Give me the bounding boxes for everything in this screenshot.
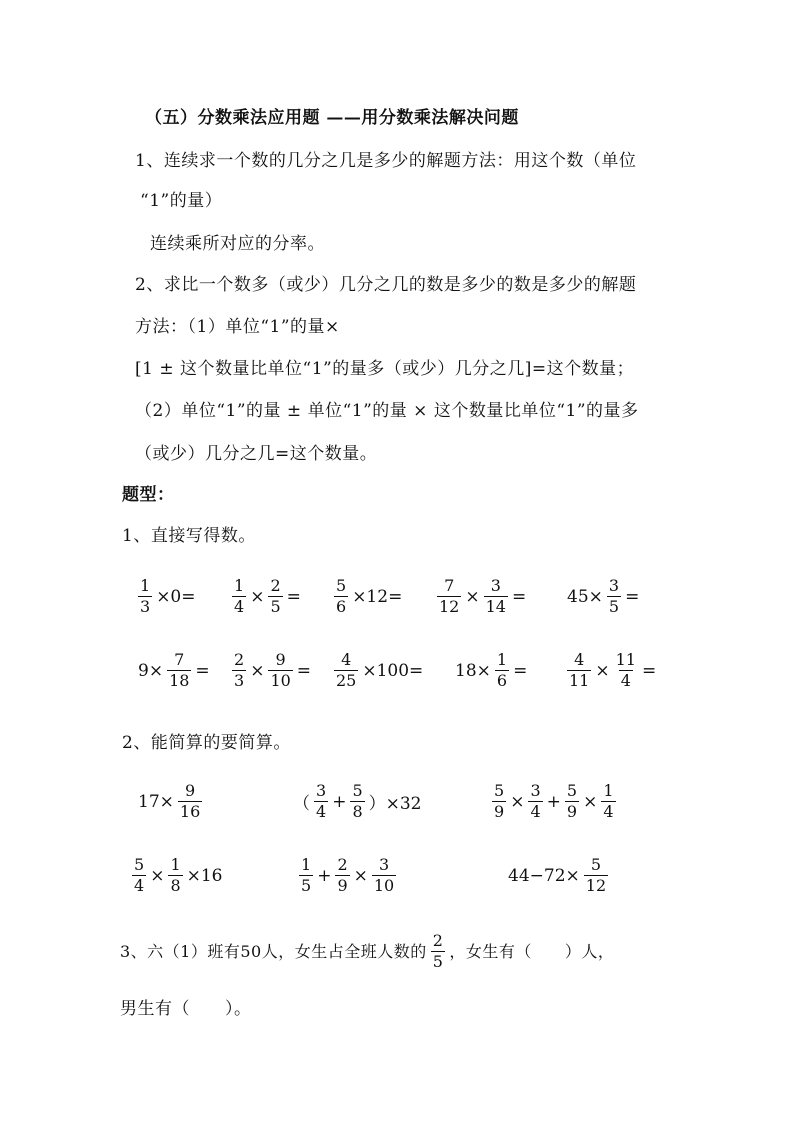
fraction: $\frac{1}{4}$ bbox=[234, 576, 245, 616]
fraction: $\frac{5}{9}$ bbox=[566, 781, 578, 821]
fraction: $\frac{3}{4}$ bbox=[530, 781, 541, 821]
fraction: $\frac{9}{10}$ bbox=[270, 650, 291, 690]
q2-heading: 2、能简算的要简算。 bbox=[122, 733, 291, 753]
q1-r2-expr-3: $\frac{4}{25}$ ×100= bbox=[336, 650, 424, 690]
fraction: $\frac{2}{5}$ bbox=[270, 576, 281, 616]
fraction: $\frac{7}{18}$ bbox=[169, 650, 190, 690]
q1-r1-expr-5: 45× $\frac{3}{5}$ = bbox=[567, 576, 640, 616]
fraction: $\frac{2}{9}$ bbox=[337, 855, 348, 895]
q2-r1-expr-1: 17× $\frac{9}{16}$ bbox=[138, 781, 201, 821]
q2-r1-expr-2: （ $\frac{3}{4}$ + $\frac{5}{8}$ ）×32 bbox=[293, 781, 422, 821]
theory-line-4: 2、求比一个数多（或少）几分之几的数是多少的数是多少的解题 bbox=[135, 275, 637, 295]
fraction: $\frac{4}{11}$ bbox=[569, 650, 590, 690]
fraction: $\frac{1}{5}$ bbox=[301, 855, 312, 895]
q1-r2-expr-4: 18× $\frac{1}{6}$ = bbox=[455, 650, 528, 690]
fraction: $\frac{5}{9}$ bbox=[494, 781, 505, 821]
section-label: 题型： bbox=[122, 485, 175, 505]
fraction: $\frac{5}{8}$ bbox=[352, 781, 363, 821]
theory-line-8: （或少）几分之几=这个数量。 bbox=[135, 444, 378, 464]
fraction: $\frac{1}{3}$ bbox=[140, 576, 151, 616]
q3-line-1: 3、六（1）班有50人，女生占全班人数的 $\frac{2}{5}$ ，女生有（ ）人， bbox=[120, 931, 615, 971]
theory-line-3: 连续乘所对应的分率。 bbox=[150, 234, 325, 254]
page-title: （五）分数乘法应用题 ——用分数乘法解决问题 bbox=[145, 108, 519, 128]
q1-r1-expr-1: $\frac{1}{3}$ ×0= bbox=[140, 576, 196, 616]
fraction: $\frac{2}{3}$ bbox=[234, 650, 245, 690]
fraction: $\frac{5}{12}$ bbox=[585, 855, 607, 895]
q2-r2-expr-2: $\frac{1}{5}$ + $\frac{2}{9}$ × $\frac{3}{10}$ bbox=[301, 855, 395, 895]
fraction: $\frac{5}{6}$ bbox=[336, 576, 347, 616]
q3-line-2: 男生有（ ）。 bbox=[120, 999, 252, 1019]
fraction: $\frac{2}{5}$ bbox=[432, 931, 444, 971]
fraction: $\frac{1}{6}$ bbox=[496, 650, 508, 690]
q1-r1-expr-3: $\frac{5}{6}$ ×12= bbox=[336, 576, 403, 616]
fraction: $\frac{3}{14}$ bbox=[485, 576, 506, 616]
q2-r2-expr-3: 44−72× $\frac{5}{12}$ bbox=[508, 855, 607, 895]
q1-r2-expr-2: $\frac{2}{3}$ × $\frac{9}{10}$ = bbox=[234, 650, 312, 690]
fraction: $\frac{5}{4}$ bbox=[134, 855, 145, 895]
q1-r2-expr-1: 9× $\frac{7}{18}$ = bbox=[138, 650, 210, 690]
q1-r1-expr-2: $\frac{1}{4}$ × $\frac{2}{5}$ = bbox=[234, 576, 301, 616]
fraction: $\frac{3}{4}$ bbox=[316, 781, 327, 821]
q2-r2-expr-1: $\frac{5}{4}$ × $\frac{1}{8}$ ×16 bbox=[134, 855, 223, 895]
fraction: $\frac{9}{16}$ bbox=[179, 781, 201, 821]
theory-line-6: [1 ± 这个数量比单位“1”的量多（或少）几分之几]=这个数量； bbox=[135, 359, 635, 379]
fraction: $\frac{1}{8}$ bbox=[170, 855, 181, 895]
fraction: $\frac{4}{25}$ bbox=[336, 650, 357, 690]
q1-heading: 1、直接写得数。 bbox=[122, 526, 256, 546]
theory-line-7: （2）单位“1”的量 ± 单位“1”的量 × 这个数量比单位“1”的量多 bbox=[135, 401, 639, 421]
fraction: $\frac{1}{4}$ bbox=[603, 781, 614, 821]
theory-line-1: 1、连续求一个数的几分之几是多少的解题方法：用这个数（单位 bbox=[135, 151, 637, 171]
fraction: $\frac{3}{5}$ bbox=[608, 576, 620, 616]
fraction: $\frac{3}{10}$ bbox=[373, 855, 395, 895]
theory-line-2: “1”的量） bbox=[140, 191, 223, 211]
theory-line-5: 方法：（1）单位“1”的量× bbox=[135, 317, 340, 337]
fraction: $\frac{11}{4}$ bbox=[615, 650, 636, 690]
fraction: $\frac{7}{12}$ bbox=[439, 576, 460, 616]
q1-r1-expr-4: $\frac{7}{12}$ × $\frac{3}{14}$ = bbox=[439, 576, 527, 616]
q2-r1-expr-3: $\frac{5}{9}$ × $\frac{3}{4}$ + $\frac{5}{9}$ × $\frac{1}{4}$ bbox=[494, 781, 614, 821]
q1-r2-expr-5: $\frac{4}{11}$ × $\frac{11}{4}$ = bbox=[569, 650, 657, 690]
